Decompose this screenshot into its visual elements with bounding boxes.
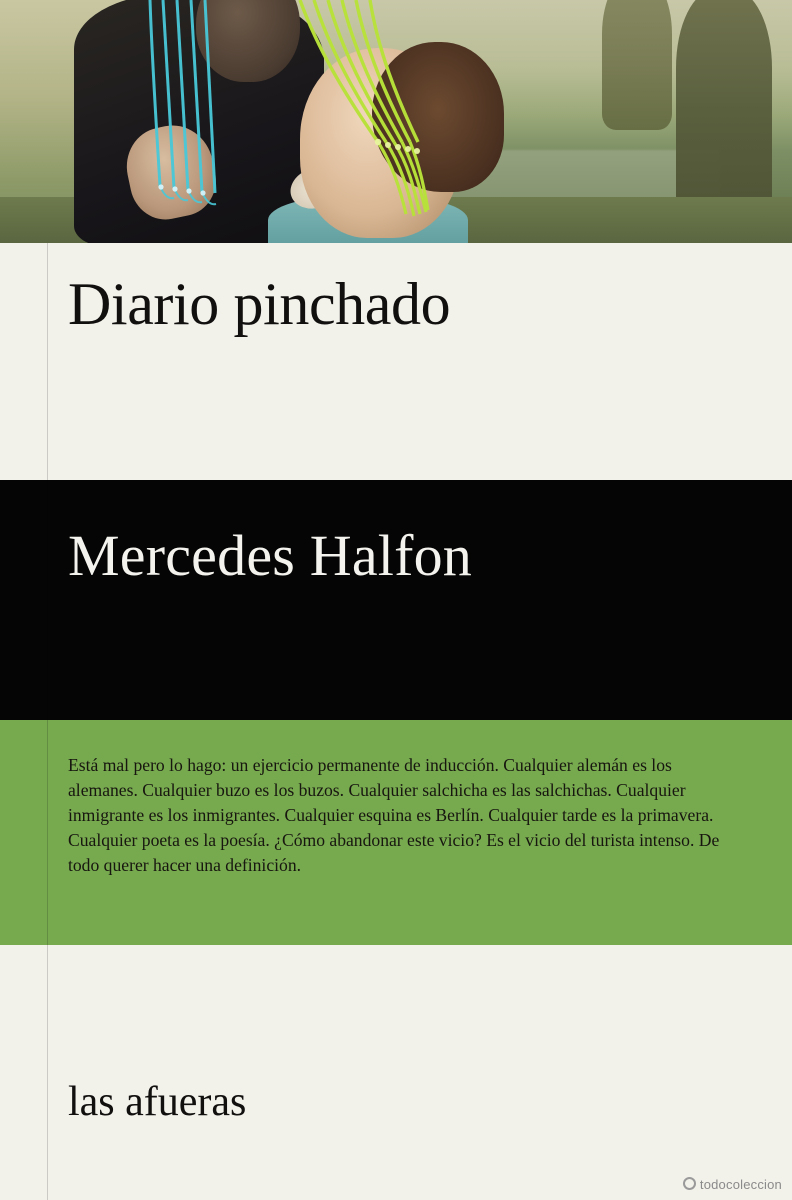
author-band xyxy=(0,480,792,720)
cover-photo xyxy=(0,0,792,243)
site-watermark xyxy=(683,1177,782,1192)
spine-rule xyxy=(47,243,48,1200)
publisher-band xyxy=(0,945,792,1200)
book-title: Diario pinchado xyxy=(68,271,451,337)
publisher-name: las afueras xyxy=(68,1079,247,1125)
blurb-text: Está mal pero lo hago: un ejercicio permanente de inducción. Cualquier alemán es los alemanes. Cualquier buzo es los buzos. Cualquier salchicha es las salchichas. Cualquier inmigrante es los inmigrantes. Cualquier esquina es Berlín. Cualquier tarde es la primavera. Cualquier poeta es la poesía. ¿Cómo abandonar este vicio? Es el vicio del turista intenso. De todo querer hacer una definición. xyxy=(68,755,720,875)
watermark-text: todocoleccion xyxy=(699,1177,782,1192)
circle-logo-icon xyxy=(683,1177,696,1190)
book-author: Mercedes Halfon xyxy=(68,523,472,588)
blurb-band xyxy=(0,720,792,945)
title-band xyxy=(0,243,792,480)
embroidery-threads-icon xyxy=(0,0,792,243)
